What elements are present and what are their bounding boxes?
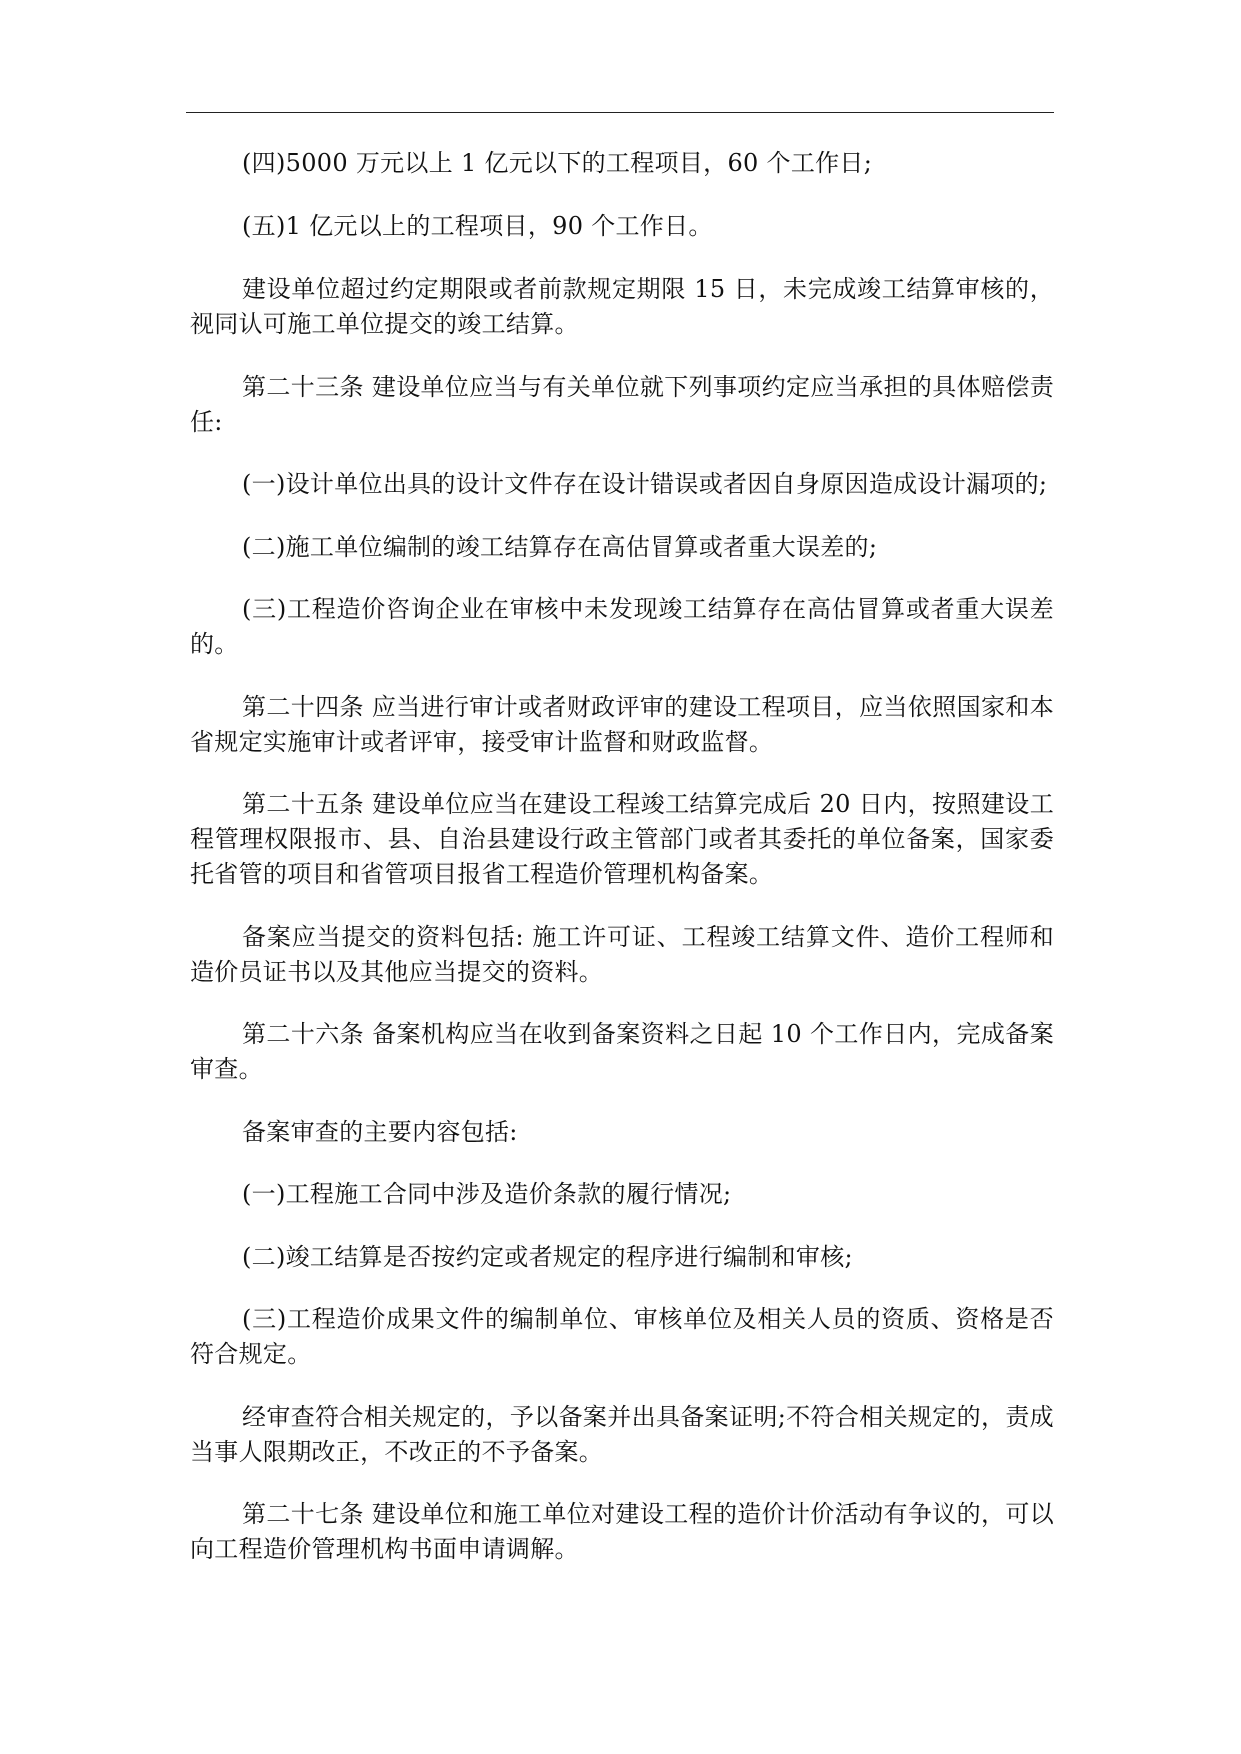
article-23-item-1: (一)设计单位出具的设计文件存在设计错误或者因自身原因造成设计漏项的; [242, 470, 1048, 498]
article-25: 第二十五条 建设单位应当在建设工程竣工结算完成后 20 日内，按照建设工程管理权限报市、县、自治县建设行政主管部门或者其委托的单位备案，国家委托省管的项目和省管项目报省工程造价管理机构备案。 [190, 790, 1054, 888]
article-23-item-3: (三)工程造价咨询企业在审核中未发现竣工结算存在高估冒算或者重大误差的。 [190, 595, 1054, 658]
paragraph-item-5: (五)1 亿元以上的工程项目，90 个工作日。 [242, 212, 713, 240]
article-26-item-3: (三)工程造价成果文件的编制单位、审核单位及相关人员的资质、资格是否符合规定。 [190, 1305, 1054, 1368]
paragraph-overdue-review: 建设单位超过约定期限或者前款规定期限 15 日，未完成竣工结算审核的，视同认可施工单位提交的竣工结算。 [190, 275, 1054, 338]
article-26-item-2: (二)竣工结算是否按约定或者规定的程序进行编制和审核; [242, 1243, 853, 1271]
article-23-item-2: (二)施工单位编制的竣工结算存在高估冒算或者重大误差的; [242, 533, 878, 561]
article-26-item-1: (一)工程施工合同中涉及造价条款的履行情况; [242, 1180, 732, 1208]
article-26: 第二十六条 备案机构应当在收到备案资料之日起 10 个工作日内，完成备案审查。 [190, 1020, 1054, 1083]
header-rule [186, 112, 1054, 113]
article-25-materials: 备案应当提交的资料包括: 施工许可证、工程竣工结算文件、造价工程师和造价员证书以及其他应当提交的资料。 [190, 923, 1054, 986]
article-27: 第二十七条 建设单位和施工单位对建设工程的造价计价活动有争议的，可以向工程造价管理机构书面申请调解。 [190, 1500, 1054, 1563]
article-26-contents: 备案审查的主要内容包括: [242, 1118, 518, 1146]
article-24: 第二十四条 应当进行审计或者财政评审的建设工程项目，应当依照国家和本省规定实施审计或者评审，接受审计监督和财政监督。 [190, 693, 1054, 756]
document-body [190, 146, 1054, 1567]
article-23: 第二十三条 建设单位应当与有关单位就下列事项约定应当承担的具体赔偿责任: [190, 373, 1054, 436]
paragraph-item-4: (四)5000 万元以上 1 亿元以下的工程项目，60 个工作日; [242, 149, 873, 177]
article-26-result: 经审查符合相关规定的，予以备案并出具备案证明;不符合相关规定的，责成当事人限期改正，不改正的不予备案。 [190, 1403, 1054, 1466]
